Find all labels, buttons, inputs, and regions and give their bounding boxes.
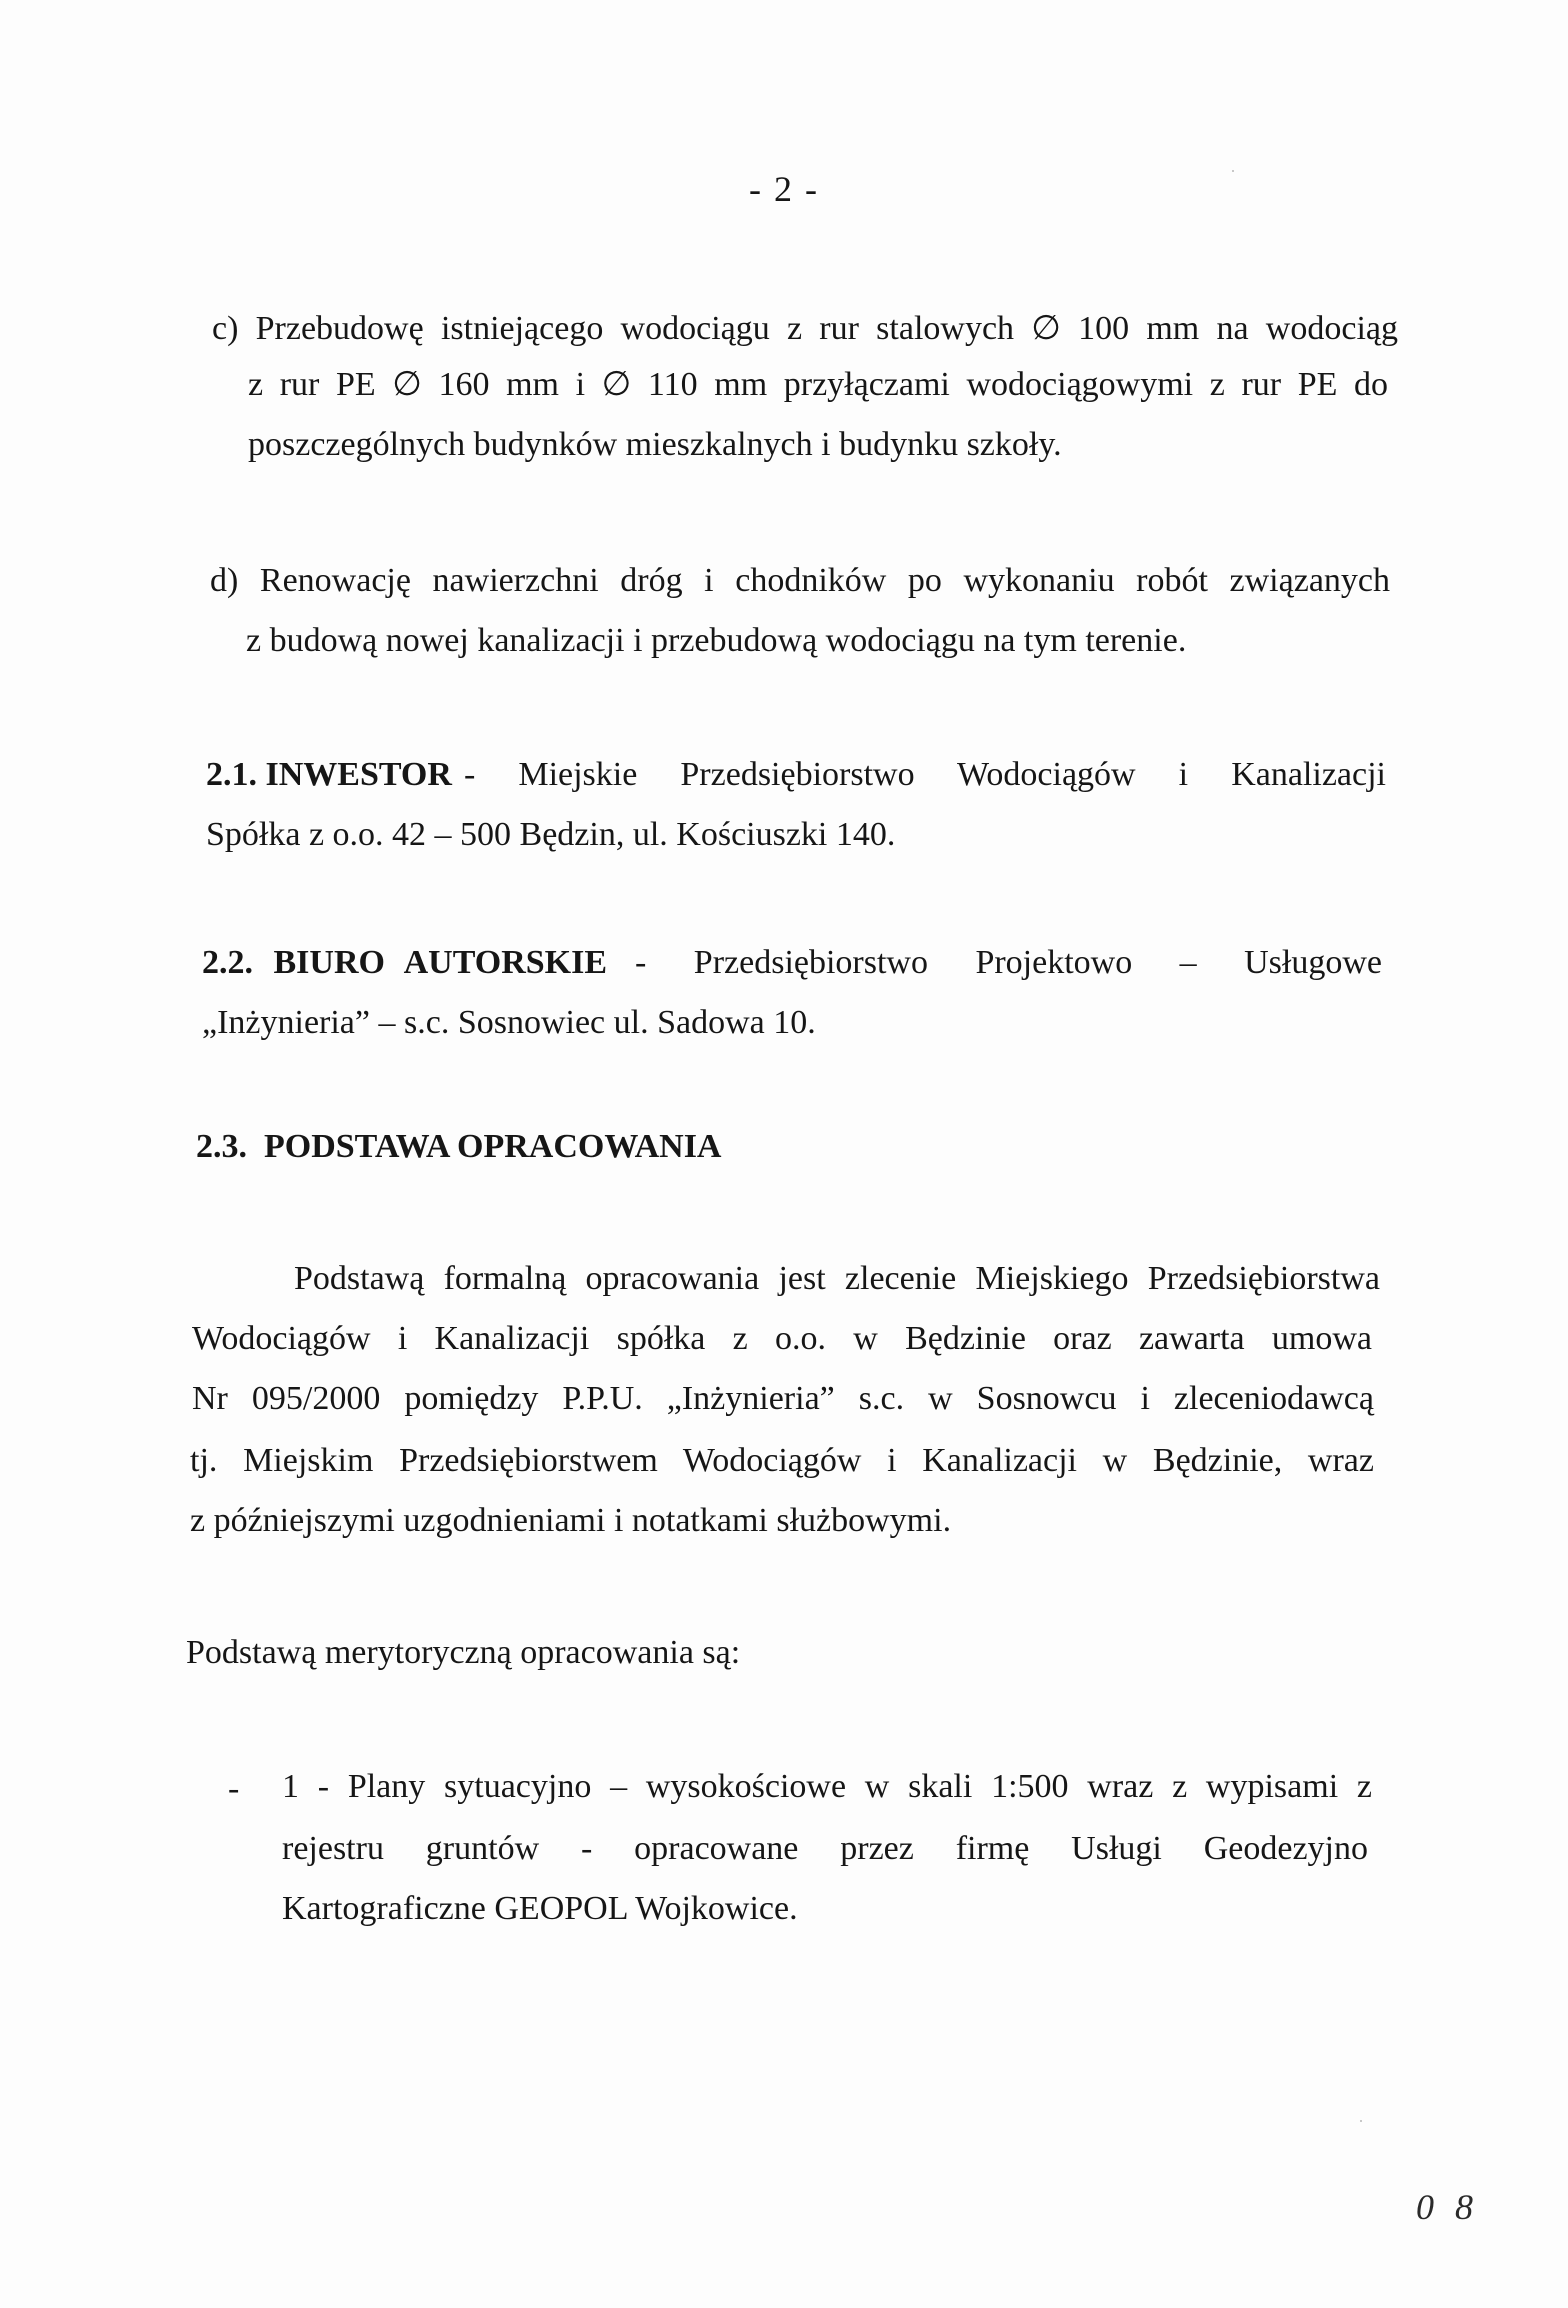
item-c-line-1: c) Przebudowę istniejącego wodociągu z rur stalowych ∅ 100 mm na wodociąg <box>212 310 1398 347</box>
item-c-line-2: z rur PE ∅ 160 mm i ∅ 110 mm przyłączami wodociągowymi z rur PE do <box>248 366 1388 403</box>
section-2-2-text: - Przedsiębiorstwo Projektowo – Usługowe <box>635 944 1382 981</box>
page-number: - 2 - <box>749 169 819 209</box>
section-2-3-heading: 2.3. PODSTAWA OPRACOWANIA <box>196 1128 722 1165</box>
item-d-line-2: z budową nowej kanalizacji i przebudową wodociągu na tym terenie. <box>246 622 1187 659</box>
formal-paragraph-line-4: tj. Miejskim Przedsiębiorstwem Wodociągów i Kanalizacji w Będzinie, wraz <box>190 1442 1374 1479</box>
section-2-2-line-2: „Inżynieria” – s.c. Sosnowiec ul. Sadowa 10. <box>202 1004 816 1041</box>
section-2-1-line-1 <box>206 758 1386 792</box>
list-item-1-line-1: 1 - Plany sytuacyjno – wysokościowe w skali 1:500 wraz z wypisami z <box>282 1768 1372 1805</box>
list-bullet: - <box>228 1770 240 1807</box>
substantive-intro: Podstawą merytoryczną opracowania są: <box>186 1634 741 1671</box>
list-item-1-line-2: rejestru gruntów - opracowane przez firmę Usługi Geodezyjno <box>282 1830 1368 1867</box>
margin-handwritten-note: 0 8 <box>1416 2187 1479 2227</box>
formal-paragraph-line-5: z późniejszymi uzgodnieniami i notatkami służbowymi. <box>190 1502 952 1539</box>
scan-speck <box>1360 2120 1362 2122</box>
scan-speck <box>1232 170 1234 172</box>
section-2-1-line-2: Spółka z o.o. 42 – 500 Będzin, ul. Kościuszki 140. <box>206 816 896 853</box>
formal-paragraph-line-1: Podstawą formalną opracowania jest zlecenie Miejskiego Przedsiębiorstwa <box>294 1260 1380 1297</box>
section-2-2-label: 2.2. BIURO AUTORSKIE <box>202 944 608 981</box>
section-2-2-line-1 <box>202 946 1382 980</box>
item-c-line-3: poszczególnych budynków mieszkalnych i budynku szkoły. <box>248 426 1062 463</box>
section-2-1-label: 2.1. INWESTOR <box>206 756 452 793</box>
formal-paragraph-line-3: Nr 095/2000 pomiędzy P.P.U. „Inżynieria” s.c. w Sosnowcu i zleceniodawcą <box>192 1380 1374 1417</box>
list-item-1-line-3: Kartograficzne GEOPOL Wojkowice. <box>282 1890 798 1927</box>
formal-paragraph-line-2: Wodociągów i Kanalizacji spółka z o.o. w Będzinie oraz zawarta umowa <box>192 1320 1372 1357</box>
section-2-1-text: - Miejskie Przedsiębiorstwo Wodociągów i Kanalizacji <box>463 756 1386 793</box>
item-d-line-1: d) Renowację nawierzchni dróg i chodników po wykonaniu robót związanych <box>210 562 1390 599</box>
